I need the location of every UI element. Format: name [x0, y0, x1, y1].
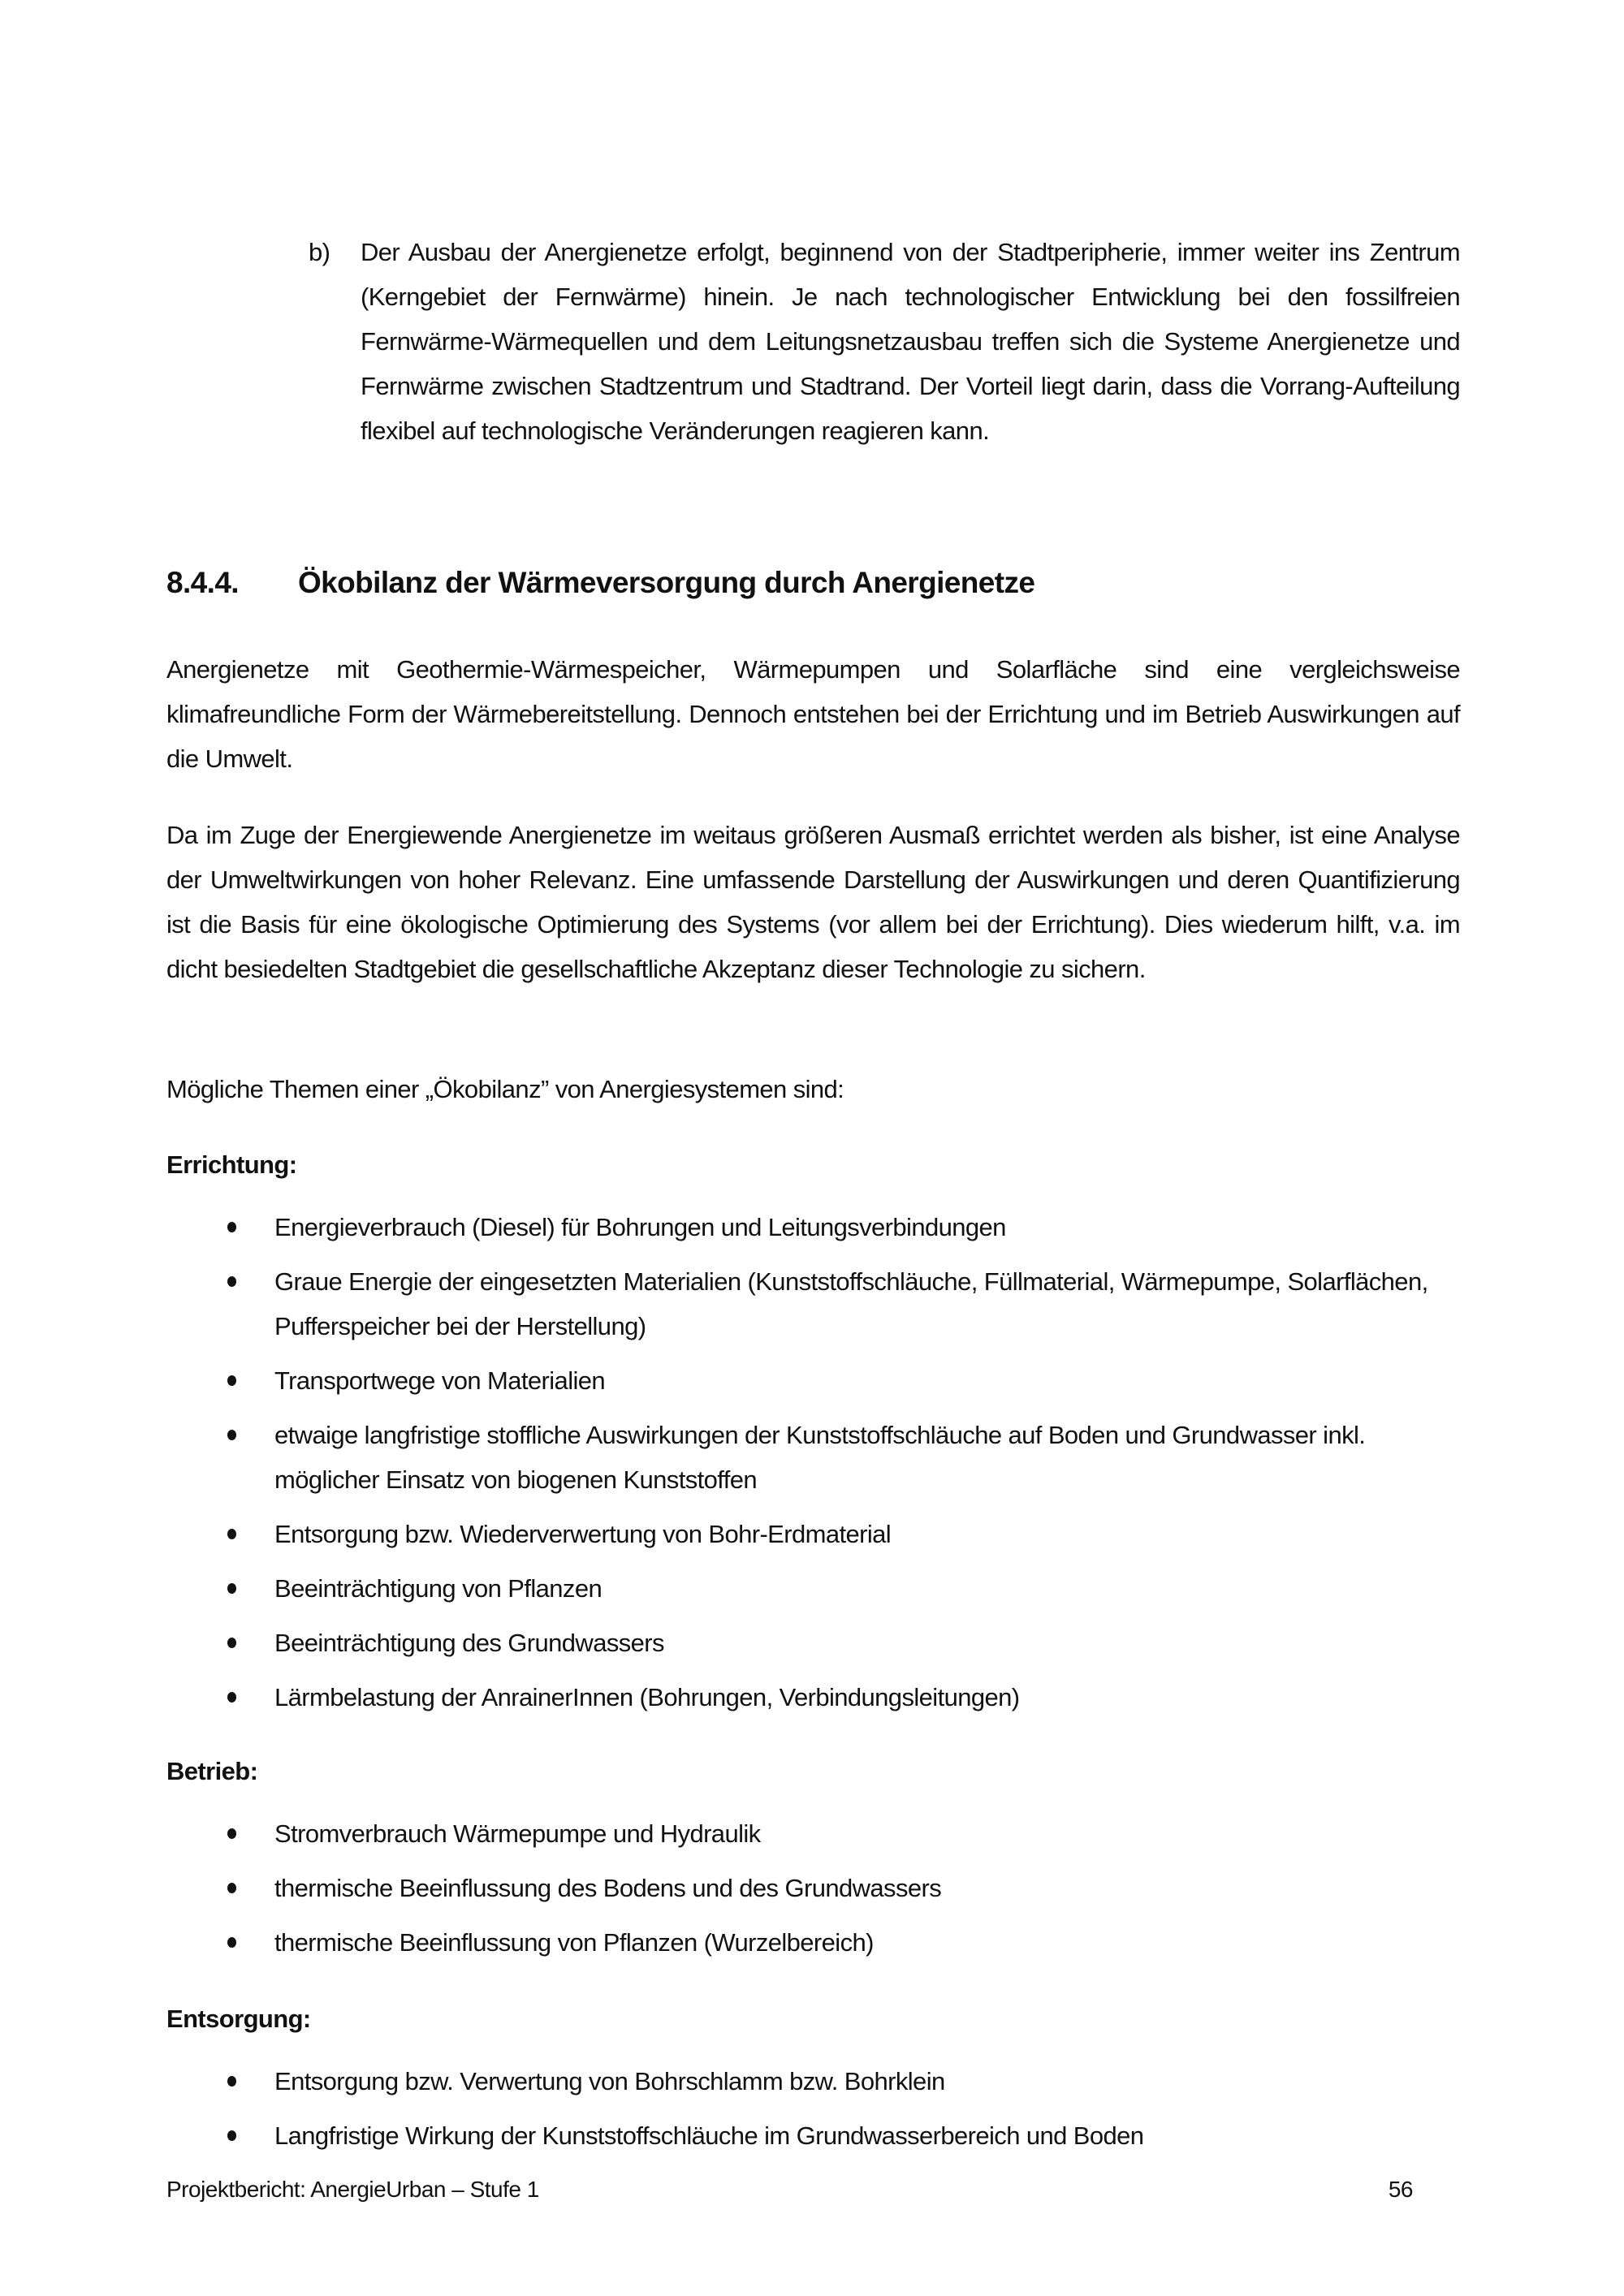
list-item	[166, 1920, 1460, 1965]
list-item	[166, 1512, 1460, 1556]
list-item-text: Beeinträchtigung von Pflanzen	[274, 1574, 603, 1603]
bullet-icon	[227, 1375, 236, 1386]
list-item	[166, 1866, 1460, 1910]
list-item	[166, 1566, 1460, 1611]
subheading-entsorgung: Entsorgung:	[166, 2005, 311, 2033]
list-item-text: Energieverbrauch (Diesel) für Bohrungen und Leitungsverbindungen	[274, 1213, 1006, 1241]
list-item	[166, 2059, 1460, 2104]
bullet-icon	[227, 1529, 236, 1539]
bullet-icon	[227, 1692, 236, 1703]
section-heading	[166, 563, 1034, 603]
list-item	[166, 1675, 1460, 1720]
list-item-text: thermische Beeinflussung des Bodens und des Grundwassers	[274, 1874, 942, 1902]
list-item-text: etwaige langfristige stoffliche Auswirkungen der Kunststoffschläuche auf Boden und Grundwasser inkl. möglicher Einsatz von biogenen Kunststoffen	[274, 1421, 1366, 1494]
list-item	[166, 1811, 1460, 1856]
list-item	[166, 2113, 1460, 2158]
list-item-b	[309, 230, 1460, 453]
list-item-text: Graue Energie der eingesetzten Materialien (Kunststoffschläuche, Füllmaterial, Wärmepumpe, Solarflächen, Pufferspeicher bei der Herstellung)	[274, 1267, 1428, 1340]
list-item	[166, 1259, 1460, 1349]
list-item-text: Beeinträchtigung des Grundwassers	[274, 1629, 664, 1657]
bullet-icon	[227, 1638, 236, 1648]
list-item	[166, 1205, 1460, 1249]
page-footer	[166, 2173, 1413, 2206]
footer-title: Projektbericht: AnergieUrban – Stufe 1	[166, 2177, 539, 2202]
list-item	[166, 1621, 1460, 1665]
paragraph: Anergienetze mit Geothermie-Wärmespeicher, Wärmepumpen und Solarfläche sind eine vergleichsweise klimafreundliche Form der Wärmebereitstellung. Dennoch entstehen bei der Errichtung und im Betrieb Auswirkungen auf die Umwelt.	[166, 655, 1460, 773]
bullet-icon	[227, 2130, 236, 2141]
list-item-text: Lärmbelastung der AnrainerInnen (Bohrungen, Verbindungsleitungen)	[274, 1683, 1020, 1711]
bullet-list-errichtung	[166, 1205, 1460, 1729]
subheading-errichtung: Errichtung:	[166, 1150, 297, 1179]
bullet-icon	[227, 1430, 236, 1440]
bullet-icon	[227, 1583, 236, 1594]
paragraph: Mögliche Themen einer „Ökobilanz” von Anergiesystemen sind:	[166, 1075, 844, 1103]
bullet-icon	[227, 1276, 236, 1287]
list-item-text: Der Ausbau der Anergienetze erfolgt, beginnend von der Stadtperipherie, immer weiter ins Zentrum (Kerngebiet der Fernwärme) hinein. Je nach technologischer Entwicklung bei den fossilfreien Fernwärme-Wärmequellen und dem Leitungsnetzausbau treffen sich die Systeme Anergienetze und Fernwärme zwischen Stadtzentrum und Stadtrand. Der Vorteil liegt darin, dass die Vorrang-Aufteilung flexibel auf technologische Veränderungen reagieren kann.	[361, 238, 1460, 445]
bullet-icon	[227, 2076, 236, 2087]
bullet-list-entsorgung	[166, 2059, 1460, 2168]
section-title: Ökobilanz der Wärmeversorgung durch Anergienetze	[298, 566, 1035, 599]
list-item	[166, 1358, 1460, 1403]
list-item-text: Entsorgung bzw. Wiederverwertung von Bohr-Erdmaterial	[274, 1520, 892, 1548]
list-item-text: Stromverbrauch Wärmepumpe und Hydraulik	[274, 1819, 761, 1848]
bullet-icon	[227, 1828, 236, 1839]
bullet-list-betrieb	[166, 1811, 1460, 1974]
list-item-text: thermische Beeinflussung von Pflanzen (Wurzelbereich)	[274, 1928, 874, 1957]
list-item-text: Langfristige Wirkung der Kunststoffschläuche im Grundwasserbereich und Boden	[274, 2121, 1144, 2150]
bullet-icon	[227, 1883, 236, 1893]
subheading-betrieb: Betrieb:	[166, 1757, 258, 1785]
page-number: 56	[1388, 2177, 1413, 2202]
bullet-icon	[227, 1937, 236, 1948]
section-number: 8.4.4.	[166, 566, 239, 599]
list-item	[166, 1413, 1460, 1502]
list-item-text: Entsorgung bzw. Verwertung von Bohrschlamm bzw. Bohrklein	[274, 2067, 945, 2095]
list-item-text: Transportwege von Materialien	[274, 1366, 606, 1395]
bullet-icon	[227, 1222, 236, 1232]
paragraph: Da im Zuge der Energiewende Anergienetze im weitaus größeren Ausmaß errichtet werden als bisher, ist eine Analyse der Umweltwirkungen von hoher Relevanz. Eine umfassende Darstellung der Auswirkungen und deren Quantifizierung ist die Basis für eine ökologische Optimierung des Systems (vor allem bei der Errichtung). Dies wiederum hilft, v.a. im dicht besiedelten Stadtgebiet die gesellschaftliche Akzeptanz dieser Technologie zu sichern.	[166, 821, 1460, 983]
list-marker: b)	[309, 238, 330, 266]
